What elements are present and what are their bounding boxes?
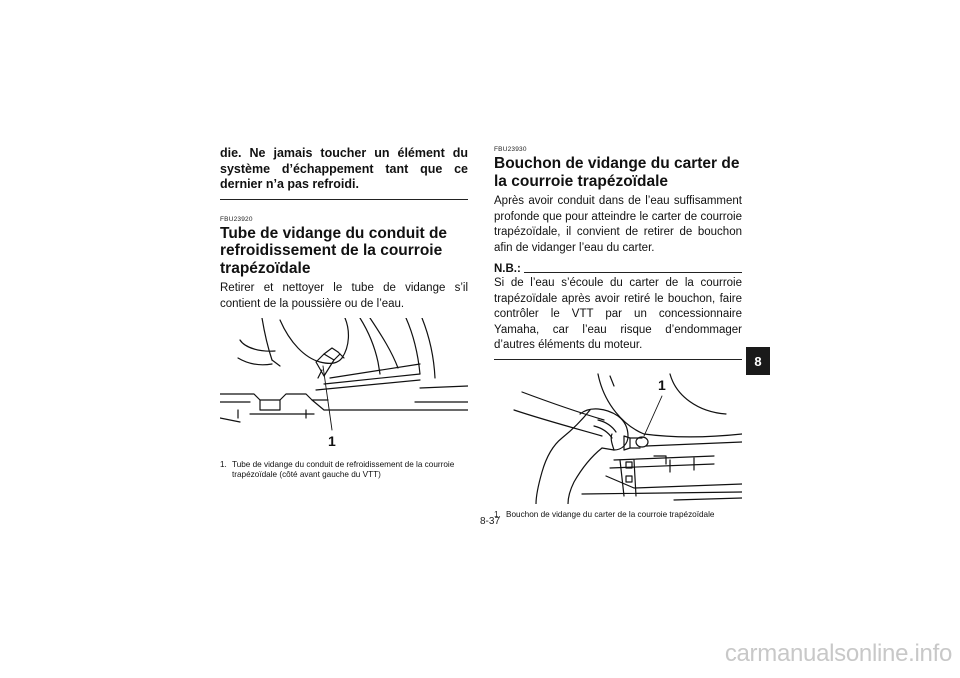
note-end-rule	[494, 359, 742, 360]
drain-plug-illustration	[494, 364, 742, 504]
section-body: Après avoir conduit dans de l’eau suffisamment profonde que pour atteindre le carter de courroie trapézoïdale, il convient de retirer de bouchon afin de vidanger l’eau du carter.	[494, 195, 742, 254]
watermark: carmanualsonline.info	[724, 640, 952, 667]
chapter-tab: 8	[746, 347, 770, 375]
warning-continuation: die. Ne jamais toucher un élément du système d’échappement tant que ce dernier n’a pas refroidi.	[220, 146, 468, 191]
section-body: Retirer et nettoyer le tube de vidange s’il contient de la poussière ou de l’eau.	[220, 282, 468, 310]
section-title: Bouchon de vidange du carter de la courroie trapézoïdale	[494, 155, 740, 190]
caption-number: 1.	[494, 509, 501, 519]
note-label: N.B.:	[494, 263, 521, 275]
figure-callout: 1	[328, 433, 336, 449]
caption-text: Bouchon de vidange du carter de la courroie trapézoïdale	[506, 509, 715, 519]
right-column	[494, 146, 742, 520]
section-code: FBU23930	[494, 146, 527, 153]
caption-text: Tube de vidange du conduit de refroidissement de la courroie trapézoïdale (côté avant gauche du VTT)	[232, 460, 455, 479]
caption-number: 1.	[220, 460, 227, 469]
drain-tube-illustration	[220, 318, 468, 456]
figure-caption	[494, 510, 742, 520]
note-text: Si de l’eau s’écoule du carter de la courroie trapézoïdale après avoir retiré le bouchon, faire contrôler le VTT par un concessionnaire Yamaha, car l’eau risque d’endommager d’autres éléments du moteur.	[494, 277, 742, 351]
warning-end-rule	[220, 199, 468, 200]
section-code: FBU23920	[220, 215, 253, 223]
section-title: Tube de vidange du conduit de refroidissement de la courroie trapézoïdale	[220, 224, 448, 277]
page-number: 8-37	[479, 516, 500, 527]
left-column	[220, 146, 468, 480]
note-header-rule	[524, 272, 742, 273]
figure-caption	[220, 460, 468, 480]
note-header	[494, 262, 742, 276]
figure-callout: 1	[658, 376, 666, 393]
